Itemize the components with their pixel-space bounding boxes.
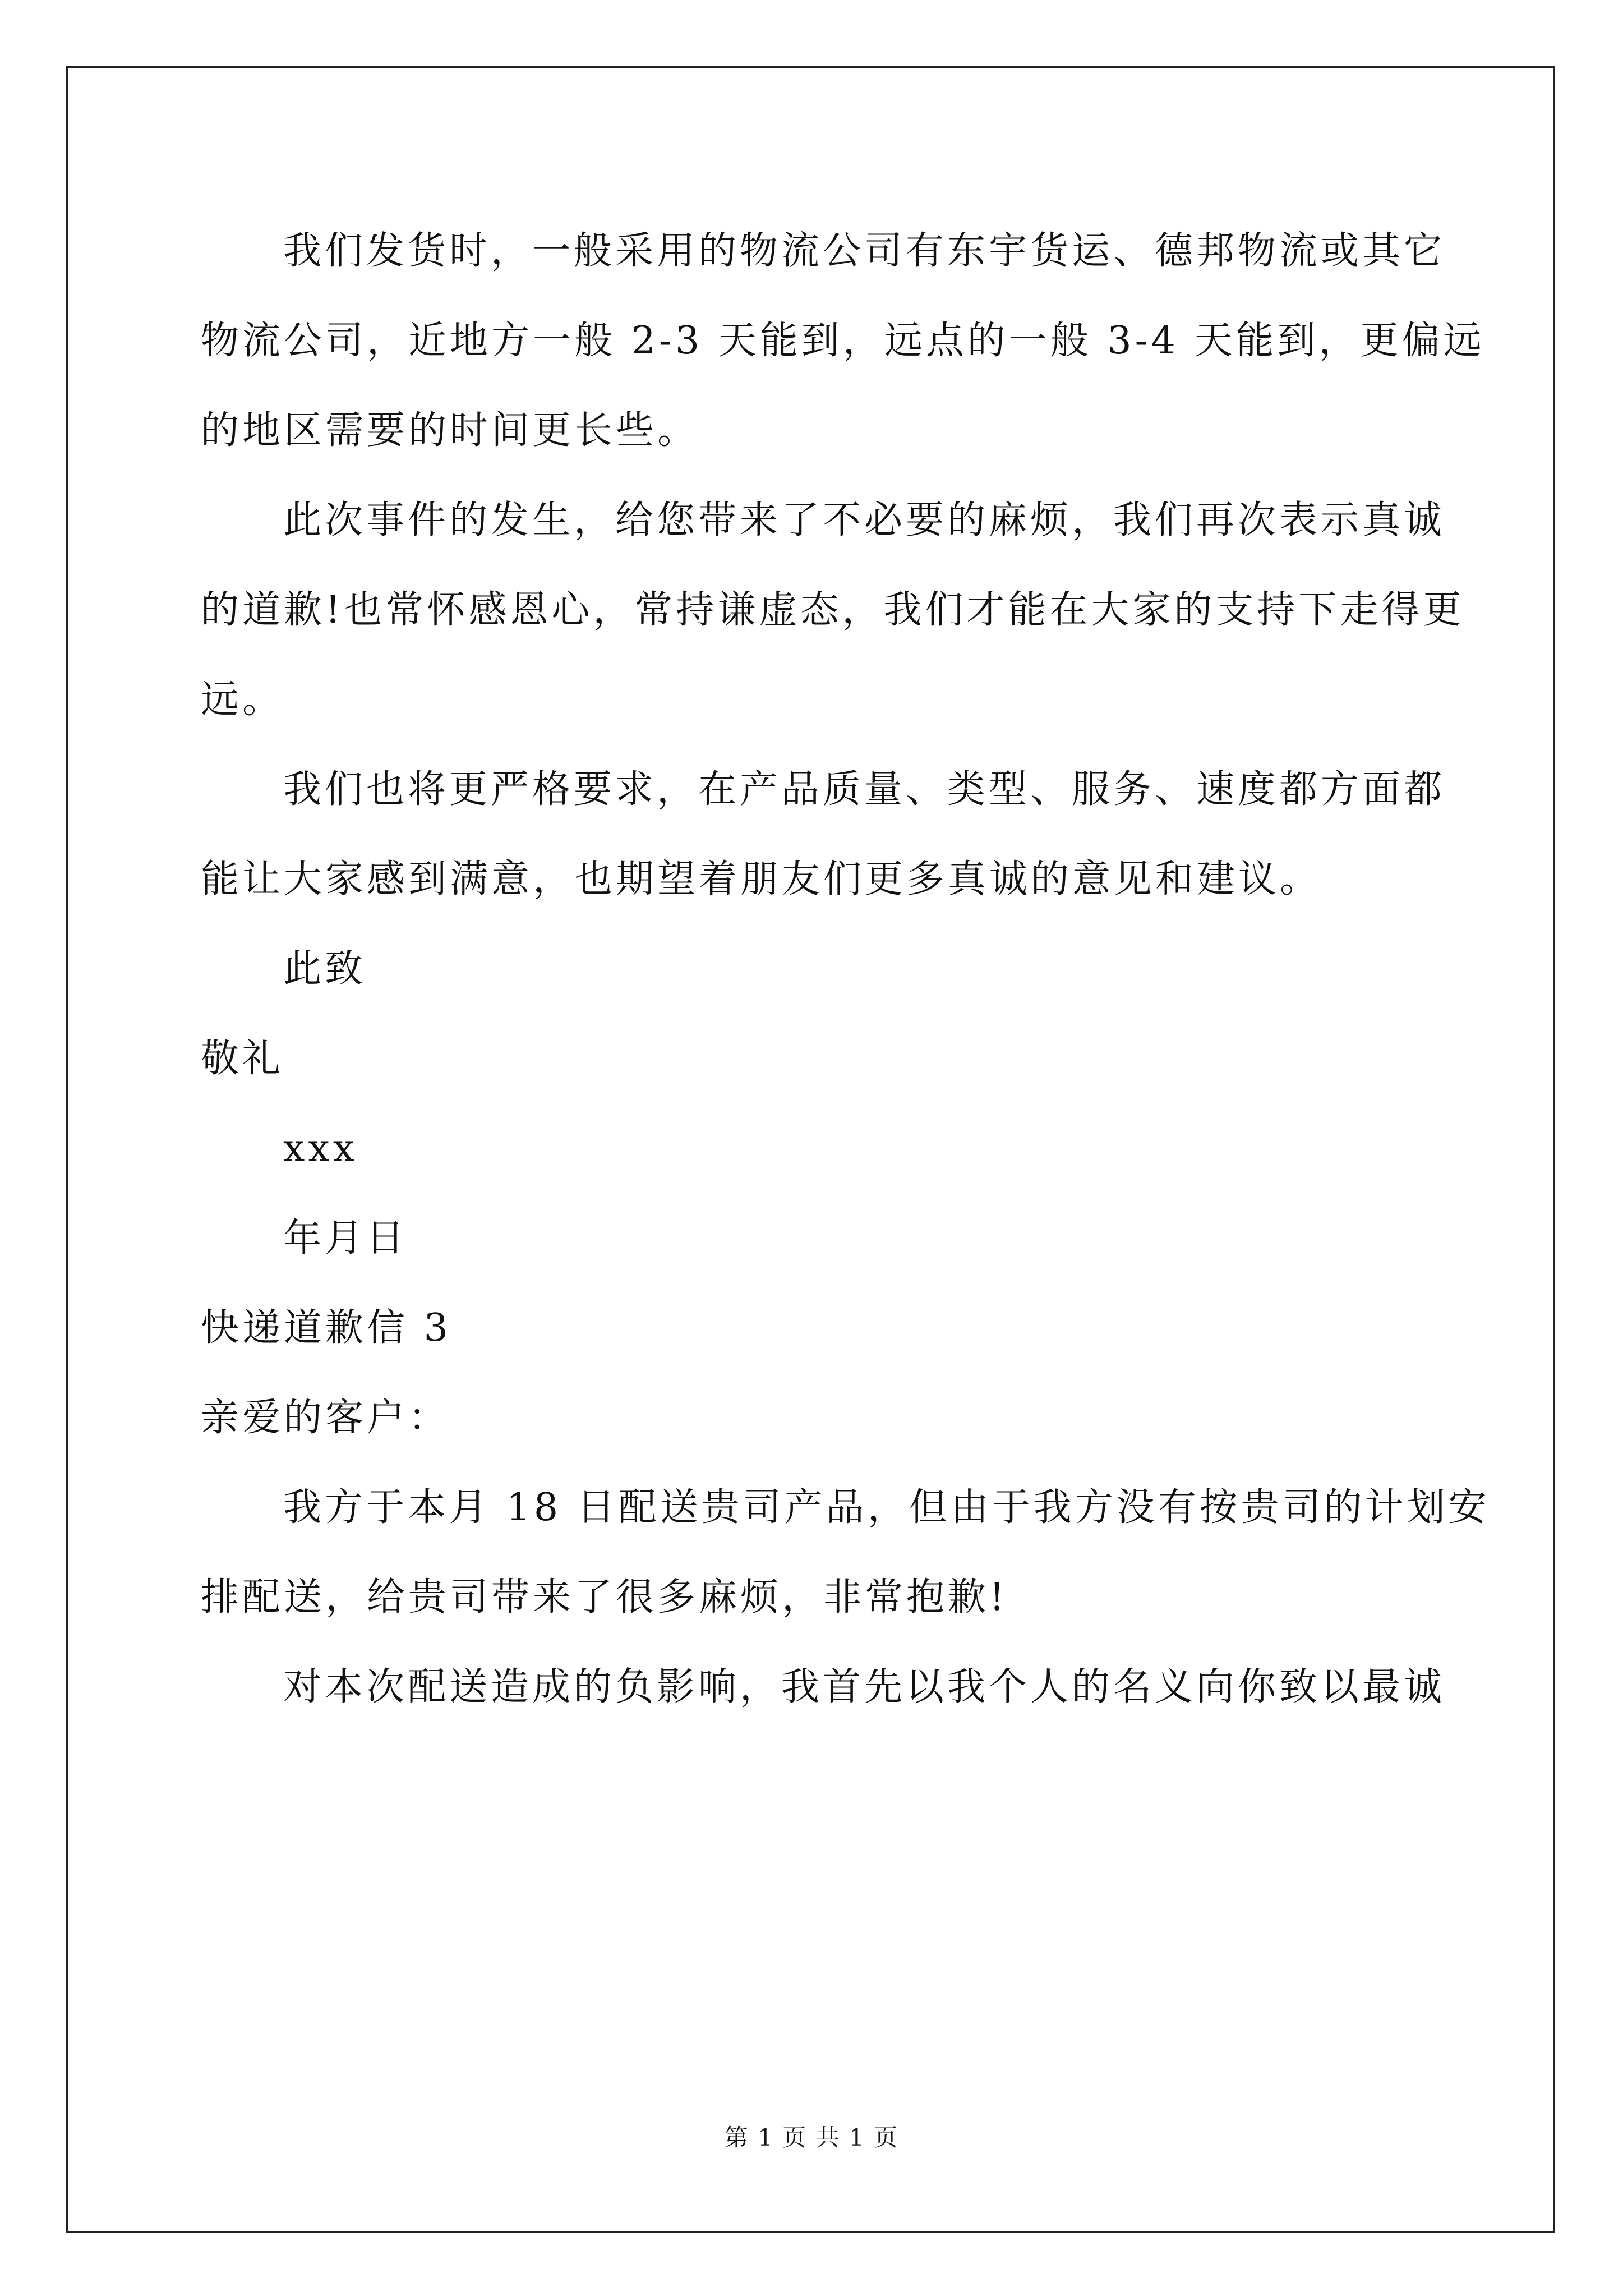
paragraph-line: 的道歉!也常怀感恩心，常持谦虚态，我们才能在大家的支持下走得更 [201,588,1465,632]
paragraph-line: 我们也将更严格要求，在产品质量、类型、服务、速度都方面都 [283,767,1446,812]
paragraph-line: 能让大家感到满意，也期望着朋友们更多真诚的意见和建议。 [201,857,1322,901]
paragraph-line: 此次事件的发生，给您带来了不必要的麻烦，我们再次表示真诚 [283,498,1446,542]
paragraph-line: 的地区需要的时间更长些。 [201,408,699,453]
page-footer: 第 1 页 共 1 页 [724,2124,899,2151]
paragraph-line: 物流公司，近地方一般 2-3 天能到，远点的一般 3-4 天能到，更偏远 [201,319,1485,363]
paragraph-line: 排配送，给贵司带来了很多麻烦，非常抱歉! [201,1575,1008,1619]
paragraph-line: 对本次配送造成的负影响，我首先以我个人的名义向你致以最诚 [283,1665,1446,1709]
paragraph-line: 我方于本月 18 日配送贵司产品，但由于我方没有按贵司的计划安 [283,1485,1490,1530]
closing-salutation: 敬礼 [201,1037,284,1081]
paragraph-line: 我们发货时，一般采用的物流公司有东宇货运、德邦物流或其它 [283,229,1446,273]
date-line: 年月日 [283,1216,408,1260]
closing-line: 此致 [283,947,367,991]
paragraph-line: 远。 [201,678,284,722]
signature: xxx [283,1126,358,1171]
section-title: 快递道歉信 3 [201,1306,451,1350]
greeting: 亲爱的客户： [201,1396,450,1440]
